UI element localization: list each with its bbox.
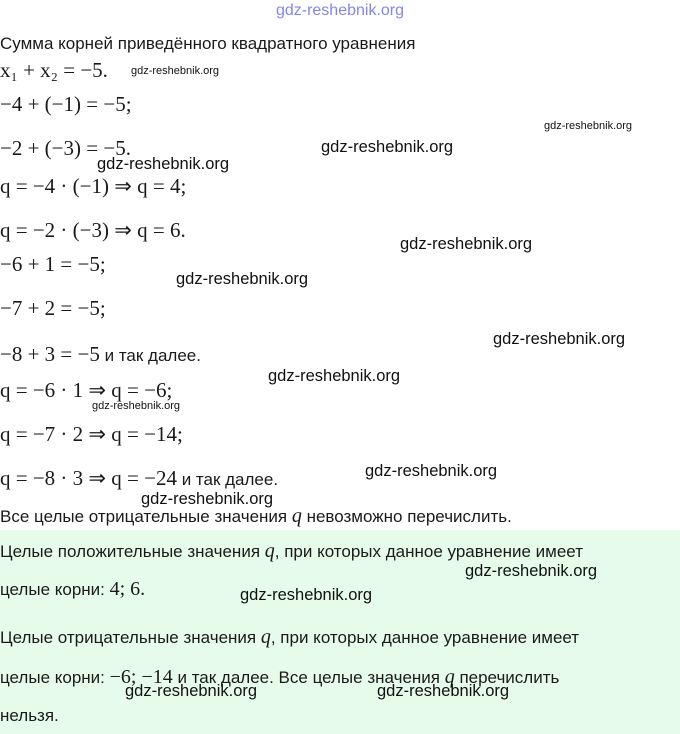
text-part: Целые положительные значения bbox=[0, 542, 265, 561]
watermark: gdz-reshebnik.org bbox=[400, 235, 533, 253]
watermark: gdz-reshebnik.org bbox=[97, 155, 230, 173]
watermark: gdz-reshebnik.org bbox=[544, 120, 633, 132]
text-part: перечислить bbox=[454, 668, 560, 687]
watermark: gdz-reshebnik.org bbox=[92, 400, 181, 412]
text-part: и так далее. Все целые значения bbox=[172, 668, 445, 687]
text-part: Все целые отрицательные значения bbox=[0, 507, 292, 526]
site-header-watermark: gdz-reshebnik.org bbox=[275, 2, 405, 19]
answer-line-1 bbox=[0, 540, 583, 563]
math-line-9: q = −7 · 2 ⇒ q = −14; bbox=[0, 422, 183, 446]
math-line-5: −6 + 1 = −5; bbox=[0, 252, 106, 276]
math-line-sum: x₁ + x₂ = −5. bbox=[0, 58, 108, 82]
text-suffix: и так далее. bbox=[176, 470, 279, 489]
answer-line-5: нельзя. bbox=[0, 706, 59, 725]
answer-line-2 bbox=[0, 578, 145, 601]
text-suffix: и так далее. bbox=[99, 346, 201, 365]
watermark: gdz-reshebnik.org bbox=[240, 586, 373, 604]
math-expression: q = −8 · 3 ⇒ q = −24 bbox=[0, 466, 177, 490]
watermark: gdz-reshebnik.org bbox=[141, 490, 274, 508]
math-q: q bbox=[264, 540, 275, 562]
answer-line-3 bbox=[0, 626, 579, 649]
text-line-intro: Сумма корней приведённого квадратного уравнения bbox=[0, 34, 416, 53]
math-line-6: −7 + 2 = −5; bbox=[0, 296, 106, 320]
math-q: q bbox=[444, 666, 455, 688]
math-line-7 bbox=[0, 342, 201, 367]
text-part: , при которых данное уравнение имеет bbox=[274, 542, 583, 561]
math-line-3: q = −4 · (−1) ⇒ q = 4; bbox=[0, 174, 187, 198]
math-values: 4; 6. bbox=[109, 578, 146, 600]
math-line-10 bbox=[0, 466, 278, 491]
watermark: gdz-reshebnik.org bbox=[131, 65, 220, 77]
math-line-2: −2 + (−3) = −5. bbox=[0, 136, 131, 160]
math-line-4: q = −2 · (−3) ⇒ q = 6. bbox=[0, 218, 186, 242]
watermark: gdz-reshebnik.org bbox=[321, 138, 454, 156]
text-part: невозможно перечислить. bbox=[301, 507, 512, 526]
text-part: , при которых данное уравнение имеет bbox=[270, 628, 580, 647]
text-part: целые корни: bbox=[0, 580, 110, 599]
math-values: −6; −14 bbox=[109, 666, 173, 688]
math-line-8: q = −6 · 1 ⇒ q = −6; bbox=[0, 378, 173, 402]
watermark: gdz-reshebnik.org bbox=[365, 462, 498, 480]
math-q: q bbox=[260, 626, 271, 648]
watermark: gdz-reshebnik.org bbox=[268, 367, 401, 385]
math-expression: −8 + 3 = −5 bbox=[0, 342, 100, 366]
watermark: gdz-reshebnik.org bbox=[176, 270, 309, 288]
math-q: q bbox=[291, 505, 302, 527]
watermark: gdz-reshebnik.org bbox=[493, 330, 626, 348]
watermark: gdz-reshebnik.org bbox=[125, 682, 258, 700]
answer-box bbox=[0, 530, 680, 734]
text-part: Целые отрицательные значения bbox=[0, 628, 261, 647]
math-line-1: −4 + (−1) = −5; bbox=[0, 92, 132, 116]
text-part: целые корни: bbox=[0, 668, 110, 687]
watermark: gdz-reshebnik.org bbox=[465, 562, 598, 580]
watermark: gdz-reshebnik.org bbox=[377, 682, 510, 700]
